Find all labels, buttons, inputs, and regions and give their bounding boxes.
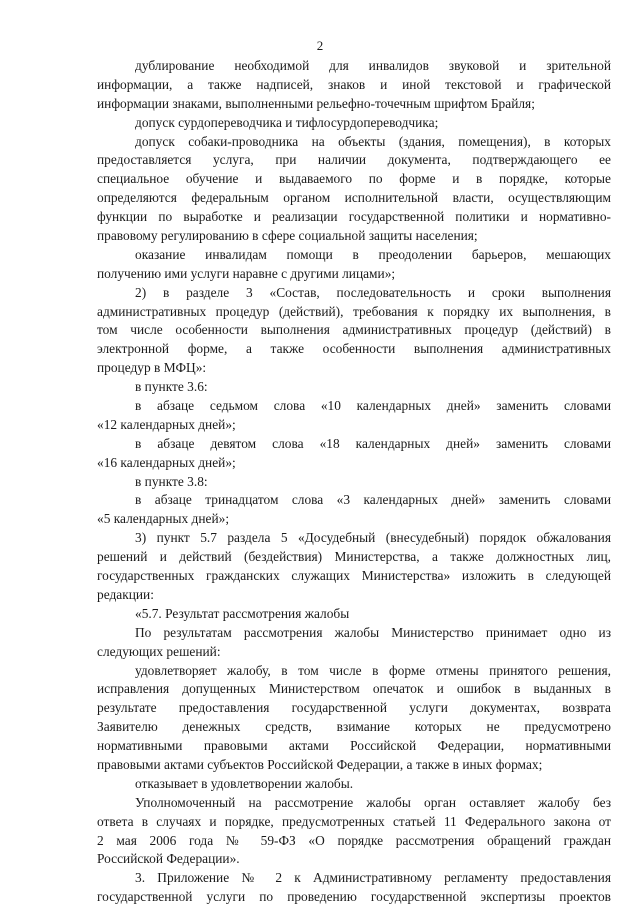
text-line: правовому регулированию в сфере социальной защиты населения; — [97, 228, 478, 244]
text-line: оказание инвалидам помощи в преодолении барьеров, мешающих — [135, 246, 611, 262]
text-line: «16 календарных дней»; — [97, 454, 236, 470]
text-line: том числе особенности выполнения административных процедур (действий) в — [97, 322, 611, 338]
text-line: 3. Приложение № 2 к Административному регламенту предоставления — [135, 870, 611, 886]
text-line: результате предоставления государственной услуги документах, возврата — [97, 700, 611, 716]
text-line: «12 календарных дней»; — [97, 416, 236, 432]
text-line: редакции: — [97, 586, 154, 602]
text-line: Уполномоченный на рассмотрение жалобы орган оставляет жалобу без — [135, 794, 611, 810]
text-line: По результатам рассмотрения жалобы Министерство принимает одно из — [135, 624, 611, 640]
text-line: «5 календарных дней»; — [97, 511, 230, 527]
text-line: отказывает в удовлетворении жалобы. — [135, 775, 354, 791]
text-line: допуск сурдопереводчика и тифлосурдопереводчика; — [135, 114, 439, 130]
text-line: допуск собаки-проводника на объекты (здания, помещения), в которых — [135, 133, 611, 149]
text-line: нормативными правовыми актами Российской Федерации, нормативными — [97, 738, 611, 754]
text-line: Заявителю денежных средств, взимание которых не предусмотрено — [97, 719, 611, 735]
text-line: решений и действий (бездействия) Министерства, а также должностных лиц, — [97, 549, 611, 565]
text-line: в пункте 3.8: — [135, 473, 208, 489]
text-line: в абзаце седьмом слова «10 календарных дней» заменить словами — [135, 398, 611, 414]
text-line: в пункте 3.6: — [135, 379, 208, 395]
text-line: государственной услуги по проведению государственной экспертизы проектов — [97, 889, 611, 905]
text-line: 3) пункт 5.7 раздела 5 «Досудебный (внесудебный) порядок обжалования — [135, 530, 611, 546]
page-number: 2 — [316, 38, 324, 53]
text-line: исправления допущенных Министерством опечаток и ошибок в выданных в — [97, 681, 611, 697]
text-line: правовыми актами субъектов Российской Федерации, а также в иных формах; — [97, 756, 543, 772]
text-line: специальное обучение и выдаваемого по форме и в порядке, которые — [97, 171, 611, 187]
document-body — [97, 57, 611, 905]
text-line: электронной форме, а также особенности выполнения административных — [97, 341, 611, 357]
text-line: 2) в разделе 3 «Состав, последовательность и сроки выполнения — [135, 284, 611, 300]
text-line: функции по выработке и реализации государственной политики и нормативно- — [97, 209, 611, 225]
text-line: в абзаце девятом слова «18 календарных дней» заменить словами — [135, 435, 611, 451]
text-line: в абзаце тринадцатом слова «3 календарных дней» заменить словами — [135, 492, 611, 508]
text-line: административных процедур (действий), требования к порядку их выполнения, в — [97, 303, 611, 319]
text-line: информации знаками, выполненными рельефно-точечным шрифтом Брайля; — [97, 95, 535, 111]
text-line: удовлетворяет жалобу, в том числе в форме отмены принятого решения, — [135, 662, 611, 678]
text-line: следующих решений: — [97, 643, 221, 659]
text-line: «5.7. Результат рассмотрения жалобы — [135, 605, 350, 621]
text-line: предоставляется услуга, при наличии документа, подтверждающего ее — [97, 152, 611, 168]
text-line: Российской Федерации». — [97, 851, 240, 867]
text-line: информации, а также надписей, знаков и иной текстовой и графической — [97, 76, 611, 92]
text-line: получению ими услуги наравне с другими лицами»; — [97, 265, 396, 281]
text-line: 2 мая 2006 года № 59-ФЗ «О порядке рассмотрения обращений граждан — [97, 832, 611, 848]
text-line: государственных гражданских служащих Министерства» изложить в следующей — [97, 568, 611, 584]
text-line: процедур в МФЦ»: — [97, 360, 207, 376]
text-line: определяются федеральным органом исполнительной власти, осуществляющим — [97, 190, 611, 206]
text-line: дублирование необходимой для инвалидов звуковой и зрительной — [135, 58, 611, 73]
text-line: ответа в случаях и порядке, предусмотренных статьей 11 Федерального закона от — [97, 813, 611, 829]
